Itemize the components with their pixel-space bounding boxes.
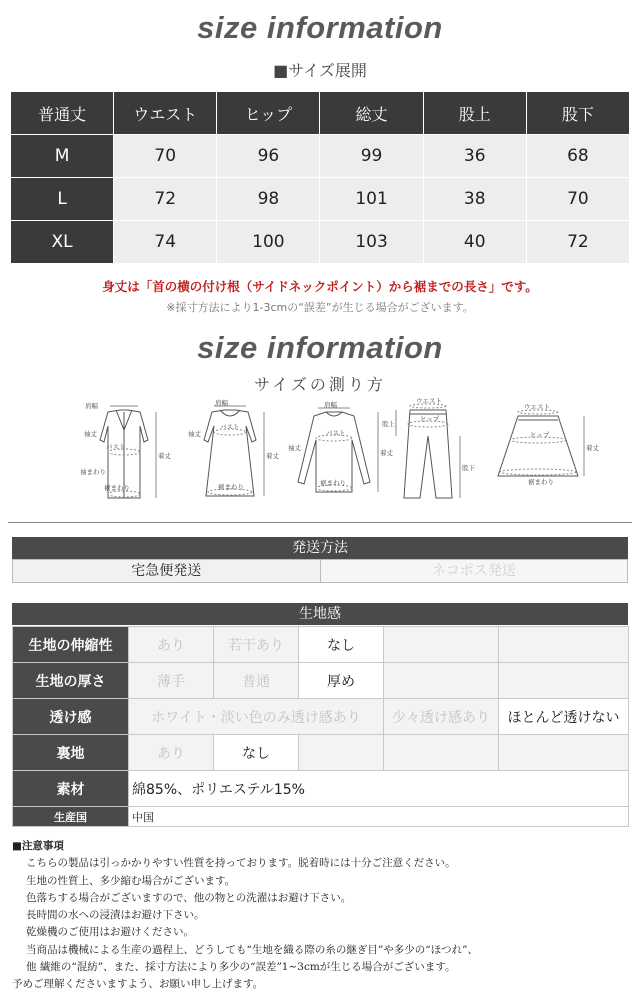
shipping-option-nekopos: ネコポス発送 <box>321 560 628 582</box>
label-sleeve: 袖丈 <box>84 430 97 438</box>
size-label: L <box>11 178 114 221</box>
size-row-m <box>11 135 630 178</box>
size-value: 74 <box>114 221 217 264</box>
size-value: 103 <box>320 221 423 264</box>
size-value: 96 <box>217 135 320 178</box>
size-table-header: 股上 <box>423 92 526 135</box>
label-shoulder: 肩幅 <box>215 399 228 407</box>
label-length: 着丈 <box>380 449 393 457</box>
fabric-table <box>12 626 629 827</box>
size-row-xl <box>11 221 630 264</box>
size-value: 70 <box>114 135 217 178</box>
fabric-row-lining <box>13 735 629 771</box>
label-bust: バスト <box>106 443 126 451</box>
shipping-title-bar: 発送方法 <box>12 537 628 559</box>
fabric-label: 裏地 <box>13 735 129 771</box>
label-sleeve: 袖丈 <box>288 444 301 452</box>
size-label: M <box>11 135 114 178</box>
care-note-line: 当商品は機械による生産の過程上、どうしても“生地を織る際の糸の継ぎ目”や多少の“ほつれ”、 <box>26 943 478 956</box>
size-table-header: 総丈 <box>320 92 423 135</box>
label-cuff: 袖まわり <box>80 468 106 476</box>
fabric-empty <box>384 735 499 771</box>
fabric-label: 素材 <box>13 771 129 807</box>
size-value: 100 <box>217 221 320 264</box>
size-table <box>10 91 630 264</box>
fabric-empty <box>499 735 629 771</box>
size-value: 68 <box>526 135 629 178</box>
label-length: 着丈 <box>586 444 599 452</box>
fabric-empty <box>384 663 499 699</box>
fabric-option: 薄手 <box>129 663 214 699</box>
label-length: 着丈 <box>266 452 279 460</box>
care-note-line: 生地の性質上、多少縮む場合がございます。 <box>26 874 236 887</box>
fabric-option-selected: なし <box>299 627 384 663</box>
how-to-measure-subheading: サイズの測り方 <box>254 375 386 394</box>
label-hem: 裾まわり <box>528 478 554 486</box>
fabric-empty <box>499 663 629 699</box>
care-note-line: こちらの製品は引っかかりやすい性質を持っております。脱着時には十分ご注意ください。 <box>26 857 456 870</box>
label-waist: ウエスト <box>416 397 442 405</box>
fabric-empty <box>299 735 384 771</box>
fabric-row-sheerness <box>13 699 629 735</box>
fabric-option: 少々透け感あり <box>384 699 499 735</box>
label-hem: 裾まわり <box>104 484 130 492</box>
size-label: XL <box>11 221 114 264</box>
label-hip: ヒップ <box>530 431 550 439</box>
care-note-line: 色落ちする場合がございますので、他の物との洗濯はお避け下さい。 <box>26 891 352 904</box>
fabric-label: 生地の伸縮性 <box>13 627 129 663</box>
size-table-header: 普通丈 <box>11 92 114 135</box>
size-value: 70 <box>526 178 629 221</box>
size-value: 38 <box>423 178 526 221</box>
label-shoulder: 肩幅 <box>85 402 98 410</box>
fabric-title-bar: 生地感 <box>12 603 628 625</box>
skirt-diagram <box>498 410 584 476</box>
size-table-header-row <box>11 92 630 135</box>
size-row-l <box>11 178 630 221</box>
size-value: 98 <box>217 178 320 221</box>
label-length: 着丈 <box>158 452 171 460</box>
care-note-line: 長時間の水への浸漬はお避け下さい。 <box>26 909 205 922</box>
fabric-row-stretch <box>13 627 629 663</box>
fabric-label: 生地の厚さ <box>13 663 129 699</box>
size-value: 36 <box>423 135 526 178</box>
shipping-option-takkyubin: 宅急便発送 <box>13 560 321 582</box>
size-information-heading-2: size information <box>197 330 443 365</box>
size-information-heading: size information <box>197 10 443 45</box>
label-hem: 裾まわり <box>320 479 346 487</box>
material-value: 綿85%、ポリエステル15% <box>129 771 629 807</box>
fabric-option-selected: ほとんど透けない <box>499 699 629 735</box>
label-rise: 股上 <box>382 420 395 428</box>
fabric-label: 生産国 <box>13 807 129 827</box>
fabric-label: 透け感 <box>13 699 129 735</box>
label-hem: 裾まわり <box>218 483 244 491</box>
label-bust: バスト <box>326 429 346 437</box>
fabric-option: 普通 <box>214 663 299 699</box>
fabric-row-thickness <box>13 663 629 699</box>
fabric-option: あり <box>129 627 214 663</box>
label-waist: ウエスト <box>524 403 550 411</box>
divider <box>8 522 632 523</box>
label-inseam: 股下 <box>462 464 475 472</box>
fabric-option: あり <box>129 735 214 771</box>
care-note-line: 他 繊維の“混紡”、また、採寸方法により多少の“誤差”1~3cmが生じる場合がございます。 <box>26 961 456 974</box>
size-table-header: ウエスト <box>114 92 217 135</box>
care-note-line: 予めご理解くださいますよう、お願い申し上げます。 <box>12 978 264 991</box>
size-value: 72 <box>526 221 629 264</box>
size-value: 99 <box>320 135 423 178</box>
care-notes <box>12 838 628 994</box>
fabric-empty <box>384 627 499 663</box>
size-table-header: ヒップ <box>217 92 320 135</box>
size-value: 101 <box>320 178 423 221</box>
country-value: 中国 <box>129 807 629 827</box>
size-value: 40 <box>423 221 526 264</box>
label-hip: ヒップ <box>420 415 440 423</box>
size-value: 72 <box>114 178 217 221</box>
size-table-header: 股下 <box>526 92 629 135</box>
label-bust: バスト <box>220 423 240 431</box>
shipping-options <box>12 559 628 583</box>
fabric-option-selected: なし <box>214 735 299 771</box>
measurement-error-note: ※採寸方法により1-3cmの“誤差”が生じる場合がございます。 <box>166 301 474 314</box>
label-shoulder: 肩幅 <box>324 401 337 409</box>
fabric-option: 若干あり <box>214 627 299 663</box>
fabric-empty <box>499 627 629 663</box>
fabric-option-selected: 厚め <box>299 663 384 699</box>
fabric-row-material <box>13 771 629 807</box>
care-notes-title: ■注意事項 <box>12 840 64 852</box>
length-definition-note: 身丈は「首の横の付け根（サイドネックポイント）から裾までの長さ」です。 <box>102 279 538 294</box>
size-lineup-subheading: ■サイズ展開 <box>273 61 367 80</box>
measurement-diagrams <box>70 397 599 512</box>
fabric-option: ホワイト・淡い色のみ透け感あり <box>129 699 384 735</box>
label-sleeve: 袖丈 <box>188 430 201 438</box>
fabric-row-country <box>13 807 629 827</box>
care-note-line: 乾燥機のご使用はお避けください。 <box>26 926 194 939</box>
